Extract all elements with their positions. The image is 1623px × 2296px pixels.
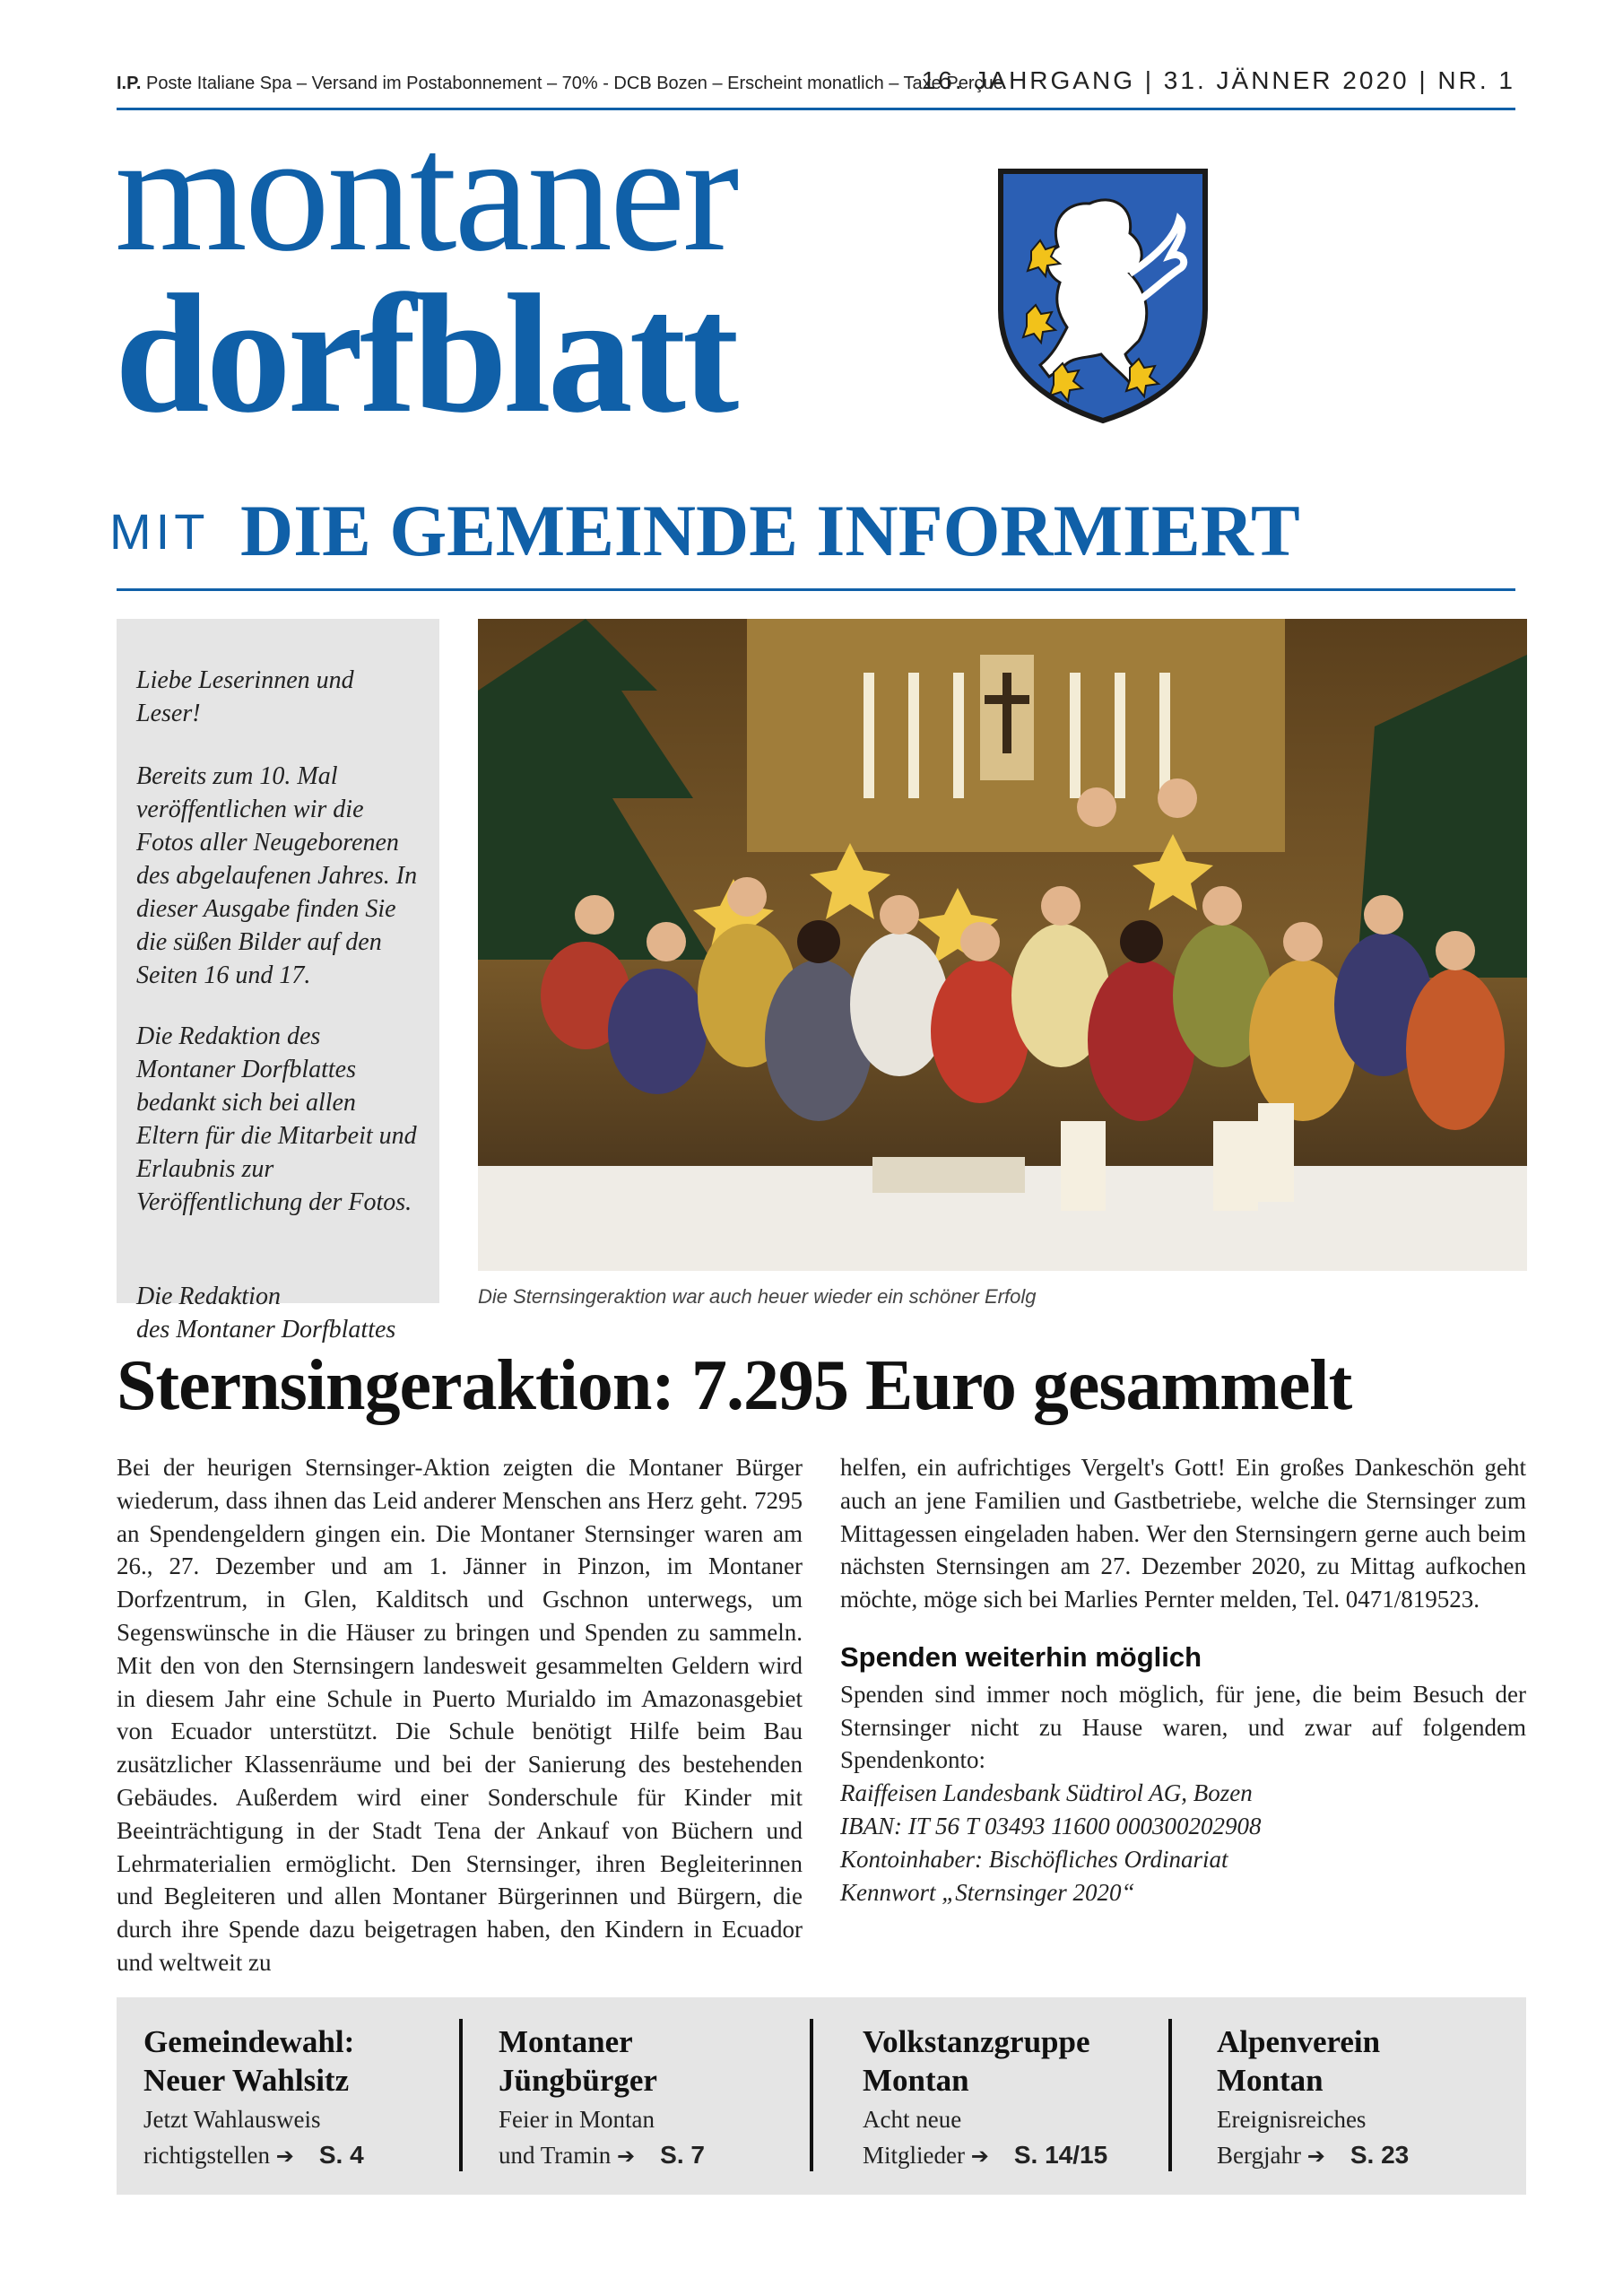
account-holder: Kontoinhaber: Bischöfliches Ordinariat <box>840 1845 1228 1873</box>
editorial-para2: Die Redaktion des Montaner Dorfblattes bedankt sich bei allen Eltern für die Mitarbeit und Erlaubnis zur Veröffentlichung der Fotos. <box>136 1022 417 1216</box>
donation-body: Spenden sind immer noch möglich, für jene, die beim Besuch der Sternsinger nicht zu Hause waren, und zwar auf folgendem Spendenkonto: <box>840 1680 1526 1774</box>
teaser-title: Neuer Wahlsitz <box>143 2063 350 2098</box>
arrow-right-icon: ➔ <box>970 2144 989 2169</box>
teaser-title: Jüngbürger <box>499 2063 657 2098</box>
editorial-greeting: Liebe Leserinnen und Leser! <box>136 666 354 727</box>
teaser-title: Montaner <box>499 2024 633 2059</box>
article-headline: Sternsingeraktion: 7.295 Euro gesammelt <box>117 1346 1352 1425</box>
teaser-sub: Jetzt Wahlausweis <box>143 2106 321 2133</box>
teaser-sub: Ereignisreiches <box>1217 2106 1367 2133</box>
photo-caption: Die Sternsingeraktion war auch heuer wieder ein schöner Erfolg <box>478 1285 1037 1308</box>
sternsinger-photo <box>478 619 1527 1271</box>
teaser-volkstanzgruppe[interactable] <box>863 2022 1107 2172</box>
postal-prefix: I.P. <box>117 74 142 93</box>
bank-name: Raiffeisen Landesbank Südtirol AG, Bozen <box>840 1779 1253 1807</box>
teaser-page: S. 4 <box>318 2141 364 2169</box>
teaser-sub: richtigstellen <box>143 2142 270 2169</box>
iban: IBAN: IT 56 T 03493 11600 000300202908 <box>840 1812 1262 1839</box>
article-col2 <box>840 1451 1526 1909</box>
teaser-page: S. 23 <box>1350 2141 1410 2169</box>
arrow-right-icon: ➔ <box>617 2144 636 2169</box>
teaser-gemeindewahl[interactable] <box>143 2022 364 2172</box>
arrow-right-icon: ➔ <box>1306 2144 1325 2169</box>
teaser-title: Alpenverein <box>1217 2024 1381 2059</box>
arrow-right-icon: ➔ <box>275 2144 294 2169</box>
keyword: Kennwort „Sternsinger 2020“ <box>840 1878 1135 1906</box>
teaser-title: Gemeindewahl: <box>143 2024 355 2059</box>
editorial-para1: Bereits zum 10. Mal veröffentlichen wir die Fotos aller Neugeborenen des abgelaufenen Jahres. In dieser Ausgabe finden Sie die süßen Bilder auf den Seiten 16 und 17. <box>136 762 418 989</box>
teaser-divider <box>1168 2019 1172 2171</box>
coat-of-arms-icon <box>995 166 1211 426</box>
teaser-title: Volkstanzgruppe <box>863 2024 1090 2059</box>
teaser-divider <box>810 2019 813 2171</box>
postal-info <box>117 74 1003 94</box>
teaser-sub: Feier in Montan <box>499 2106 655 2133</box>
article-body-col2: helfen, ein aufrichtiges Vergelt's Gott! Ein großes Dankeschön geht auch an jene Familien und Gastbetriebe, welche die Sternsinger zum Mittagessen eingeladen haben. Wer den Sternsingern gerne auch beim nächsten Sternsingen am 27. Dezember 2020, zu Mittag aufkochen möchte, möge sich bei Marlies Pernter melden, Tel. 0471/819523. <box>840 1454 1526 1613</box>
teaser-jungburger[interactable] <box>499 2022 705 2172</box>
masthead-rule <box>117 588 1515 591</box>
postal-text: Poste Italiane Spa – Versand im Postabonnement – 70% - DCB Bozen – Erscheint monatlich – Taxe Perçue <box>146 74 1003 93</box>
teaser-alpenverein[interactable] <box>1217 2022 1409 2172</box>
teaser-divider <box>459 2019 463 2171</box>
issue-info: 16. JAHRGANG | 31. JÄNNER 2020 | NR. 1 <box>921 66 1515 94</box>
teaser-sub-row <box>863 2139 1107 2172</box>
teaser-sub-row <box>143 2139 364 2172</box>
article-body-col1: Bei der heurigen Sternsinger-Aktion zeigten die Montaner Bürger wiederum, dass ihnen das Leid anderer Menschen ans Herz geht. 7295 an Spendengeldern gingen ein. Die Montaner Sternsinger waren am 26., 27. Dezember und am 1. Jänner in Pinzon, im Montaner Dorfzentrum, in Glen, Kalditsch und Gschnon unterwegs, um Segenswünsche in die Häuser zu bringen und Spenden zu sammeln. Mit den von den Sternsingern landesweit gesammelten Geldern wird in diesem Jahr eine Schule in Puerto Murialdo im Amazonasgebiet von Ecuador unterstützt. Die Schule benötigt Hilfe beim Bau zusätzlicher Klassenräume und bei der Sanierung des bestehenden Gebäudes. Außerdem wird einer Sonderschule für Kinder mit Beeinträchtigung in der Stadt Tena der Ankauf von Büchern und Lehrmaterialien ermöglicht. Den Sternsinger, ihren Begleiterinnen und Begleiteren und allen Montaner Bürgerinnen und Bürgern, die durch ihre Spende dazu beigetragen haben, den Kindern in Ecuador und weltweit zu <box>117 1454 803 1976</box>
mit-label: MIT <box>109 503 210 560</box>
donation-subhead: Spenden weiterhin möglich <box>840 1640 1202 1673</box>
editorial-sign2: des Montaner Dorfblattes <box>136 1316 396 1344</box>
teaser-page: S. 7 <box>660 2141 705 2169</box>
teaser-title: Montan <box>1217 2063 1324 2098</box>
gemeinde-informiert-title: DIE GEMEINDE INFORMIERT <box>240 490 1300 571</box>
teaser-sub: Mitglieder <box>863 2142 965 2169</box>
editorial-box <box>117 619 439 1344</box>
teaser-sub: Acht neue <box>863 2106 962 2133</box>
teaser-sub: Bergjahr <box>1217 2142 1301 2169</box>
masthead-montaner: montaner <box>115 99 737 287</box>
teaser-sub-row <box>499 2139 705 2172</box>
teaser-sub-row <box>1217 2139 1409 2172</box>
teaser-title: Montan <box>863 2063 969 2098</box>
teaser-sub: und Tramin <box>499 2142 612 2169</box>
editorial-sign1: Die Redaktion <box>136 1283 281 1310</box>
teaser-page: S. 14/15 <box>1013 2141 1108 2169</box>
teaser-bar <box>117 1997 1526 2195</box>
masthead-dorfblatt: dorfblatt <box>115 260 736 448</box>
